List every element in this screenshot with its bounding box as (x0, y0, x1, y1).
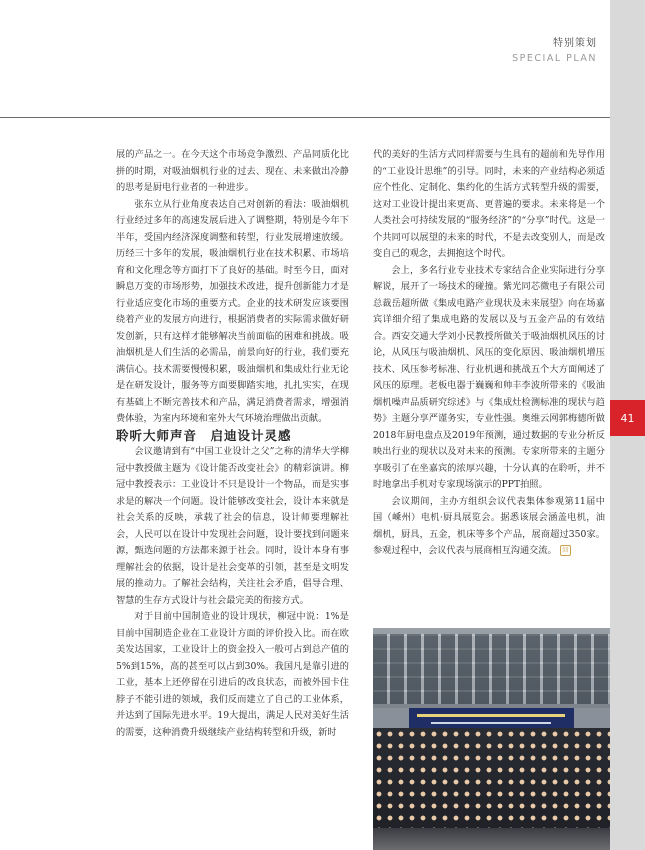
building-windows (373, 634, 610, 704)
paragraph: 展的产品之一。在今天这个市场竞争激烈、产品同质化比拼的时期，对吸油烟机行业的过去、现在、未来做出冷静的思考是厨电行业者的一种进步。 (116, 149, 349, 193)
end-of-article-icon: 回 (560, 545, 571, 556)
section-heading: 聆听大师声音 启迪设计灵感 (116, 427, 292, 443)
paragraph: 张东立从行业角度表达自己对创新的看法：吸油烟机行业经过多年的高速发展后进入了调整期，特别是今年下半年，受国内经济深度调整和转型，行业发展增速放缓。历经三十多年的发展，吸油烟机行业在技术积累、市场培育和文化理念等方面打下了良好的基础。时至今日，面对瞬息万变的市场形势，加强技术改进，提升创新能力才是行业适应变化市场的重要方式。企业的技术研发应该要围绕着产业的发展方向进行，根据消费者的实际需求做好研发创新，只有这样才能够解决当前面临的困难和挑战。吸油烟机是人们生活的必需品，前景向好的行业，我们要充满信心。技术需要慢慢积累，吸油烟机和集成灶行业无论是在研发设计，服务等方面要脚踏实地，扎扎实实，在现有基础上不断完善技术和产品，满足消费者需求，增强消费体验，为室内环境和室外大气环境治理做出贡献。 (116, 198, 349, 424)
right-column (373, 147, 605, 560)
section-header (512, 34, 597, 64)
banner-subtext-line (431, 722, 551, 724)
paragraph: 会议邀请到有“中国工业设计之父”之称的清华大学柳冠中教授做主题为《设计能否改变社会》的精彩演讲。柳冠中教授表示：工业设计不只是设计一个物品，而是实事求是的解决一个问题。设计能够改变社会，设计本来就是社会关系的反映，承载了社会的信息，设计师要理解社会，人民可以在设计中发现社会问题，设计要找到问题来源，甄选问题的方法都来源于社会。同时，设计本身有事理解社会的依据，设计是社会变革的引领，甚至是文明发展的推动力。了解社会结构，关注社会矛盾，倡导合理、智慧的生存方式设计与社会最完美的衔接方式。 (116, 446, 349, 606)
left-column (116, 147, 349, 741)
header-divider-left (0, 117, 335, 118)
banner-text-line (417, 714, 565, 717)
header-divider-right (335, 117, 610, 118)
paragraph: 代的美好的生活方式同样需要与生具有的超前和先导作用的“工业设计思维”的引导。同时，未来的产业结构必须适应个性化、定制化、集约化的生活方式转型升级的需要，这对工业设计提出来更高、更普遍的要求。未来将是一个人类社会可持续发展的“服务经济”的“分享”时代。这是一个共同可以展望的未来的时代，不是去改变别人，而是改变自己的观念，去拥抱这个时代。 (373, 149, 605, 259)
page-number: 41 (610, 400, 645, 436)
section-title-en: SPECIAL PLAN (512, 53, 597, 64)
paragraph (373, 494, 605, 560)
ground (373, 828, 610, 850)
group-photo (373, 628, 610, 850)
paragraph-text: 会议期间，主办方组织会议代表集体参观第11届中国（嵊州）电机·厨具展览会。据悉该展会涵盖电机，油烟机，厨具，五金，机床等多个产品，展商超过350家。参观过程中，会议代表与展商相互沟通交流。 (373, 495, 605, 556)
paragraph: 会上，多名行业专业技术专家结合企业实际进行分享解说，展开了一场技术的碰撞。紫光同芯微电子有限公司总裁岳超所做《集成电路产业现状及未来展望》向在场嘉宾详细介绍了集成电路的发展以及与五金产品的有效结合。西安交通大学刘小民教授所做关于吸油烟机风压的讨论，从风压与吸油烟机、风压的变化原因、吸油烟机增压技术、风压参考标准、行业机遇和挑战五个大方面阐述了风压的原理。老板电器于巍巍和帅丰李波所带来的《吸油烟机噪声品质研究综述》与《集成灶检测标准的现状与趋势》主题分享严谨务实，专业性强。奥维云网郭梅德所做2018年厨电盘点及2019年预测，通过数据的专业分析反映出行业的现状以及对未来的预测。专家所带来的主题分享吸引了在坐嘉宾的浓厚兴趣，十分认真的在聆听，并不时地拿出手机对专家现场演示的PPT拍照。 (373, 264, 605, 490)
paragraph: 对于目前中国制造业的设计现状，柳冠中说：1%是目前中国制造企业在工业设计方面的评价投入比。而在欧美发达国家，工业设计上的资金投入一般可占到总产值的5%到15%，高的甚至可以占到30%。我国凡是靠引进的工业，基本上还停留在引进后的改良状态，而被外国卡住脖子不能引进的领域，我们反而建立了自己的工业体系，并达到了国际先进水平。19大提出，满足人民对美好生活的需要，这种消费升级继续产业结构转型和升级，新时 (116, 611, 349, 738)
section-title-cn: 特别策划 (553, 38, 597, 49)
